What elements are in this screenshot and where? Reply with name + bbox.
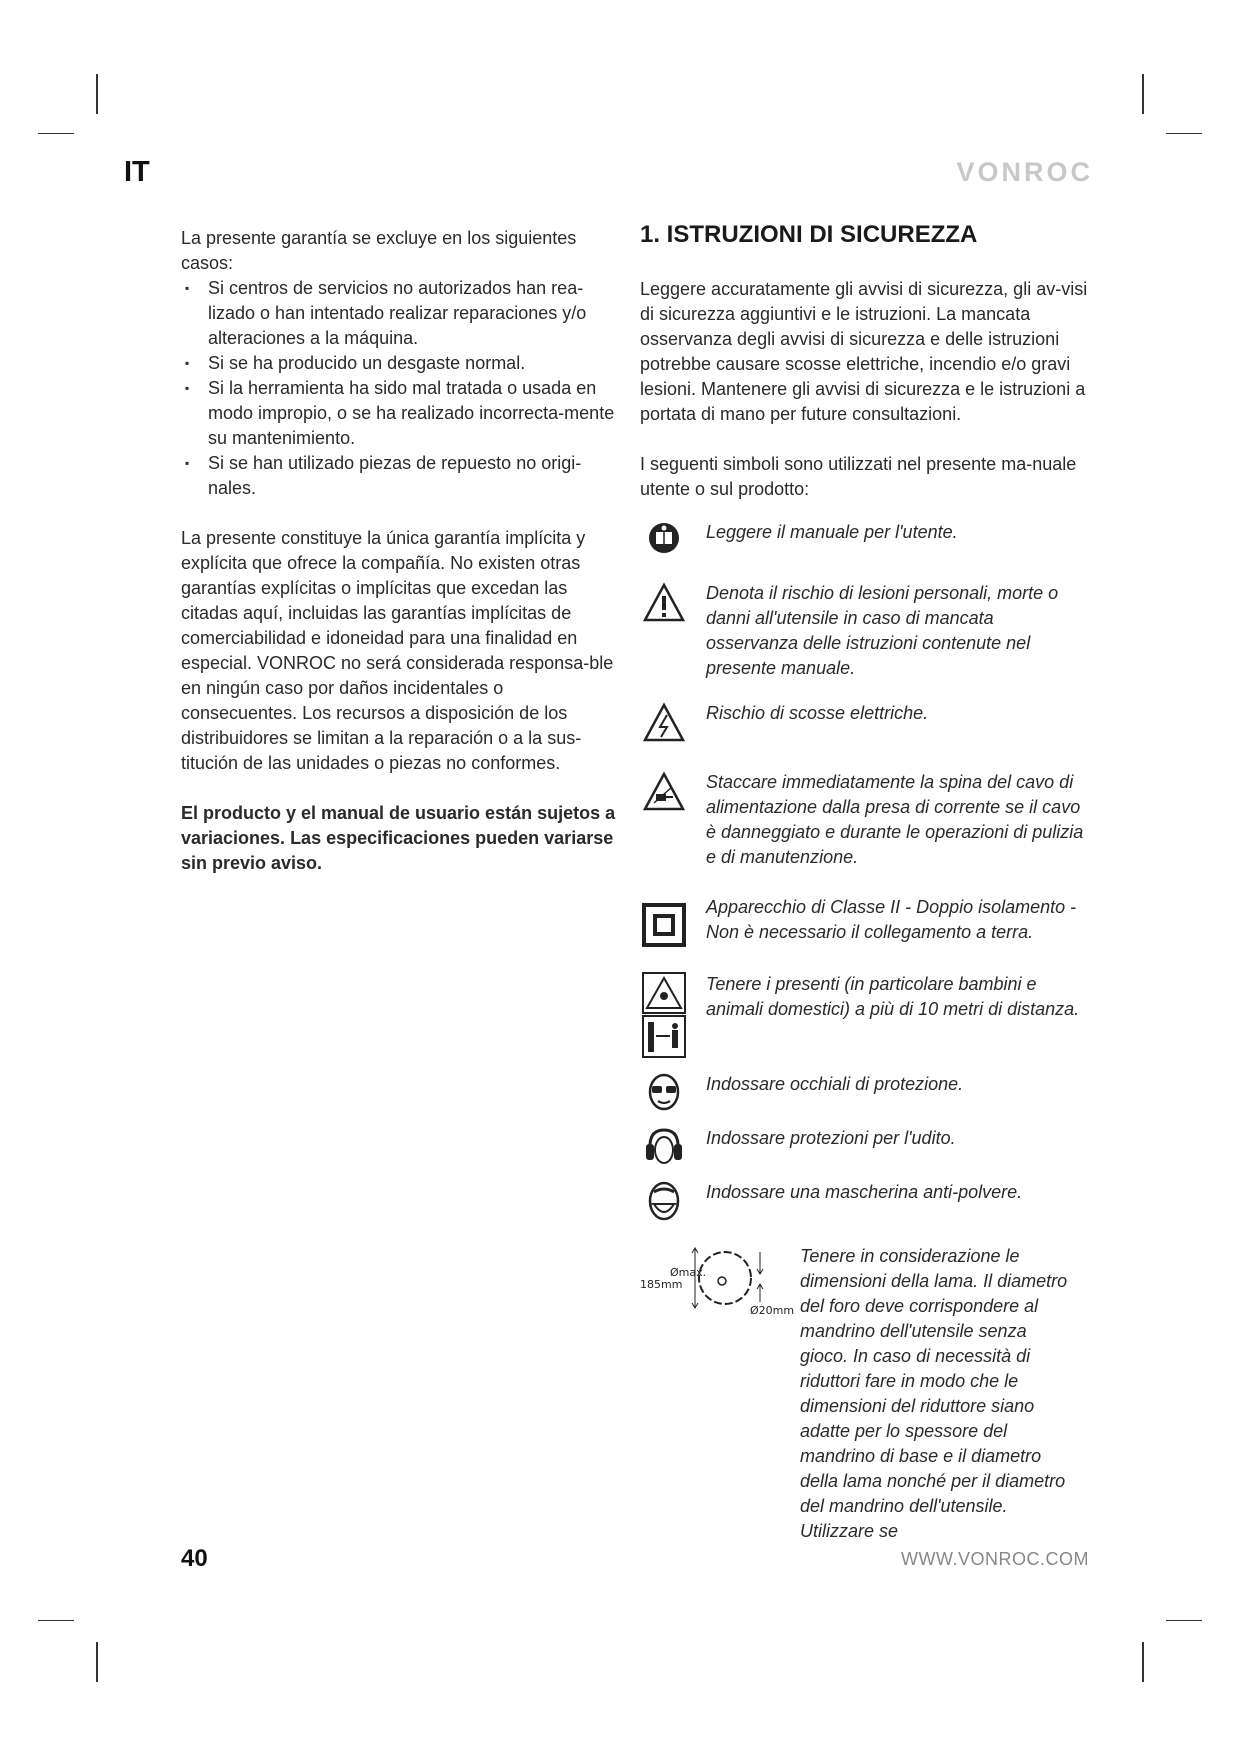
safety-glasses-icon — [646, 1072, 682, 1112]
symbol-text: Rischio di scosse elettriche. — [706, 703, 929, 723]
crop-mark — [38, 133, 74, 134]
notice-text: El producto y el manual de usuario están sujetos a variaciones. Las especificaciones pueden variarse sin previo aviso. — [181, 803, 616, 873]
class-ii-icon — [642, 903, 686, 947]
crop-mark — [38, 1620, 74, 1621]
left-column — [181, 226, 621, 876]
right-column — [640, 220, 1090, 1544]
warranty-text: La presente constituye la única garantía implícita y explícita que ofrece la compañía. No existen otras garantías explícitas o implícitas que excedan las citadas aquí, incluidas las garantías implícitas de comerciabilidad e idoneidad para una finalidad en especial. VONROC no será considerada responsa-ble en ningún caso por daños incidentales o consecuentes. Los recursos a disposición de los distribuidores se limitan a la reparación o a la sus-titución de las unidades o piezas no conformes. — [181, 528, 614, 773]
warning-icon — [642, 581, 686, 625]
symbol-text: Apparecchio di Classe II - Doppio isolamento - Non è necessario il collegamento a terra. — [706, 897, 1077, 942]
symbol-row — [640, 1126, 1090, 1166]
warranty-intro: La presente garantía se excluye en los siguientes casos: — [181, 228, 577, 273]
section-heading: 1. ISTRUZIONI DI SICUREZZA — [640, 221, 978, 248]
exclusion-item: ▪ Si se han utilizado piezas de repuesto no origi-nales. — [181, 451, 621, 501]
symbol-text: Tenere i presenti (in particolare bambini e animali domestici) a più di 10 metri di distanza. — [706, 974, 1080, 1019]
electric-shock-icon — [642, 701, 686, 745]
language-label: IT — [124, 156, 150, 188]
blade-outer-label: 185mm — [640, 1278, 683, 1291]
crop-mark — [1166, 1620, 1202, 1621]
symbol-row — [640, 972, 1090, 1058]
unplug-icon — [642, 770, 686, 814]
symbol-row — [640, 520, 1090, 556]
symbol-text: Indossare protezioni per l'udito. — [706, 1128, 956, 1148]
crop-mark — [96, 1642, 98, 1682]
crop-mark — [1166, 133, 1202, 134]
exclusion-item: ▪ Si se ha producido un desgaste normal. — [181, 351, 621, 376]
blade-dimensions-icon — [640, 1244, 800, 1316]
exclusion-list — [181, 276, 621, 501]
crop-mark — [1142, 1642, 1144, 1682]
symbol-row — [640, 1072, 1090, 1112]
keep-distance-icon — [642, 972, 686, 1058]
exclusion-item: ▪ Si centros de servicios no autorizados han rea-lizado o han intentado realizar reparaciones y/o alteraciones a la máquina. — [181, 276, 621, 351]
symbol-text: Indossare una mascherina anti-polvere. — [706, 1182, 1023, 1202]
website-link[interactable]: WWW.VONROC.COM — [901, 1549, 1089, 1569]
exclusion-item: ▪ Si la herramienta ha sido mal tratada o usada en modo impropio, o se ha realizado incorrecta-mente su mantenimiento. — [181, 376, 621, 451]
read-manual-icon — [648, 520, 680, 556]
blade-max-label: Ømax. — [670, 1266, 707, 1279]
symbol-row — [640, 770, 1090, 870]
symbols-intro: I seguenti simboli sono utilizzati nel presente ma-nuale utente o sul prodotto: — [640, 454, 1077, 499]
crop-mark — [96, 74, 98, 114]
crop-mark — [1142, 74, 1144, 114]
symbol-text: Denota il rischio di lesioni personali, morte o danni all'utensile in caso di mancata osservanza delle istruzioni contenute nel presente manuale. — [706, 583, 1059, 678]
symbol-row — [640, 1180, 1090, 1222]
blade-dimensions-row — [640, 1244, 1090, 1544]
dust-mask-icon — [646, 1180, 682, 1222]
brand-logo: VONROC — [956, 157, 1093, 187]
symbol-text: Staccare immediatamente la spina del cavo di alimentazione dalla presa di corrente se il cavo è danneggiato e durante le operazioni di pulizia e di manutenzione. — [706, 772, 1084, 867]
safety-intro: Leggere accuratamente gli avvisi di sicurezza, gli av-visi di sicurezza aggiuntivi e le istruzioni. La mancata osservanza degli avvisi di sicurezza e delle istruzioni potrebbe causare scosse elettriche, incendio e/o gravi lesioni. Mantenere gli avvisi di sicurezza e le istruzioni a portata di mano per future consultazioni. — [640, 279, 1088, 424]
blade-bore-label: Ø20mm — [750, 1304, 795, 1316]
symbol-row — [640, 895, 1090, 947]
symbol-row — [640, 581, 1090, 681]
ear-protection-icon — [644, 1126, 684, 1166]
symbol-text: Leggere il manuale per l'utente. — [706, 522, 958, 542]
symbol-row — [640, 701, 1090, 745]
blade-text: Tenere in considerazione le dimensioni della lama. Il diametro del foro deve corrispondere al mandrino dell'utensile senza gioco. In caso di necessità di riduttori fare in modo che le dimensioni del riduttore siano adatte per lo spessore del mandrino di base e il diametro della lama nonché per il diametro del mandrino dell'utensile. Utilizzare se — [800, 1246, 1068, 1541]
page-number: 40 — [181, 1545, 208, 1572]
symbol-text: Indossare occhiali di protezione. — [706, 1074, 964, 1094]
